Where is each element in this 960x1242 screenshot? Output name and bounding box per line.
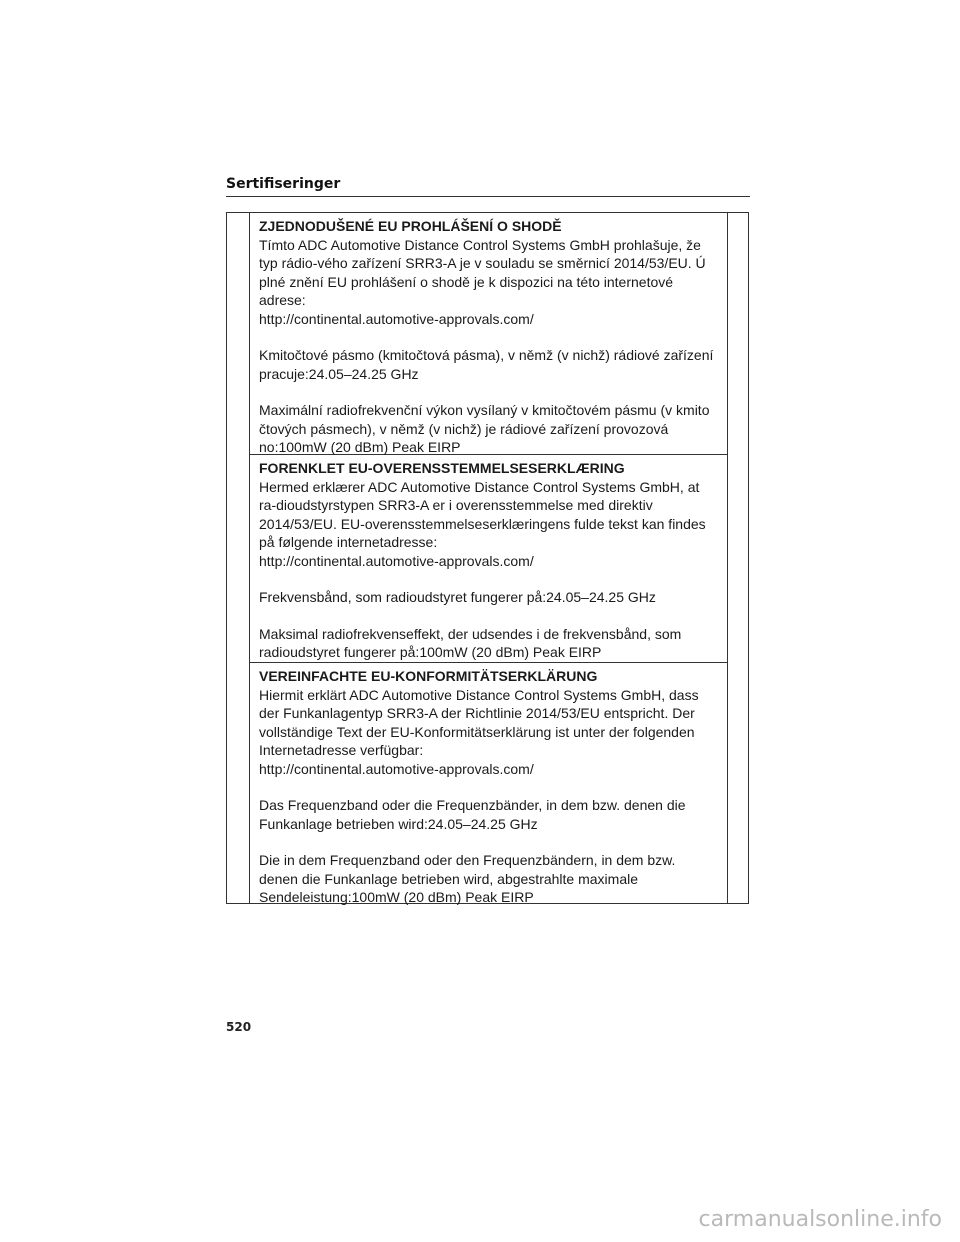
power-paragraph: Die in dem Frequenzband oder den Frequenzbändern, in dem bzw. denen die Funkanlage betrieben wird, abgestrahlte maximale Sendeleistung:100mW (20 dBm) Peak EIRP xyxy=(259,852,676,905)
declaration-title: ZJEDNODUŠENÉ EU PROHLÁŠENÍ O SHODĚ xyxy=(259,218,562,234)
page-number: 520 xyxy=(226,1020,252,1034)
power-paragraph: Maximální radiofrekvenční výkon vysílaný v kmitočtovém pásmu (v kmito čtových pásmech), v němž (v nichž) je rádiové zařízení provozová no:100mW (20 dBm) Peak EIRP xyxy=(259,402,710,455)
frequency-paragraph: Kmitočtové pásmo (kmitočtová pásma), v němž (v nichž) rádiové zařízení pracuje:24.05–24.25 GHz xyxy=(259,347,714,382)
declaration-german xyxy=(250,663,727,904)
declaration-czech xyxy=(250,213,727,455)
frequency-paragraph: Das Frequenzband oder die Frequenzbänder, in dem bzw. denen die Funkanlage betrieben wird:24.05–24.25 GHz xyxy=(259,797,686,832)
declaration-title: VEREINFACHTE EU-KONFORMITÄTSERKLÄRUNG xyxy=(259,668,598,684)
declaration-title: FORENKLET EU-OVERENSSTEMMELSESERKLÆRING xyxy=(259,460,625,476)
declaration-paragraph: Hermed erklærer ADC Automotive Distance Control Systems GmbH, at ra-dioudstyrstypen SRR3-A er i overensstemmelse med direktiv 2014/53/EU. EU-overensstemmelseserklæringens fulde tekst kan findes på følgende internetadresse: http://continental.automotive-approvals.com/ xyxy=(259,478,706,569)
declaration-paragraph: Tímto ADC Automotive Distance Control Systems GmbH prohlašuje, že typ rádio-vého zařízení SRR3-A je v souladu se směrnicí 2014/53/EU. Ú plné znění EU prohlášení o shodě je k dispozici na této internetové adrese: http://continental.automotive-approvals.com/ xyxy=(259,236,706,327)
section-header: Sertifiseringer xyxy=(226,176,750,197)
power-paragraph: Maksimal radiofrekvenseffekt, der udsendes i de frekvensbånd, som radioudstyret fungerer på:100mW (20 dBm) Peak EIRP xyxy=(259,625,682,660)
frequency-paragraph: Frekvensbånd, som radioudstyret fungerer på:24.05–24.25 GHz xyxy=(259,589,656,605)
declaration-danish xyxy=(250,455,727,663)
certification-column xyxy=(249,213,728,903)
watermark: carmanualsonline.info xyxy=(698,1207,942,1232)
declaration-paragraph: Hiermit erklärt ADC Automotive Distance Control Systems GmbH, dass der Funkanlagentyp SRR3-A der Richtlinie 2014/53/EU entspricht. Der vollständige Text der EU-Konformitätserklärung ist unter der folgenden Internetadresse verfügbar: http://continental.automotive-approvals.com/ xyxy=(259,686,699,777)
certification-table xyxy=(226,212,749,904)
